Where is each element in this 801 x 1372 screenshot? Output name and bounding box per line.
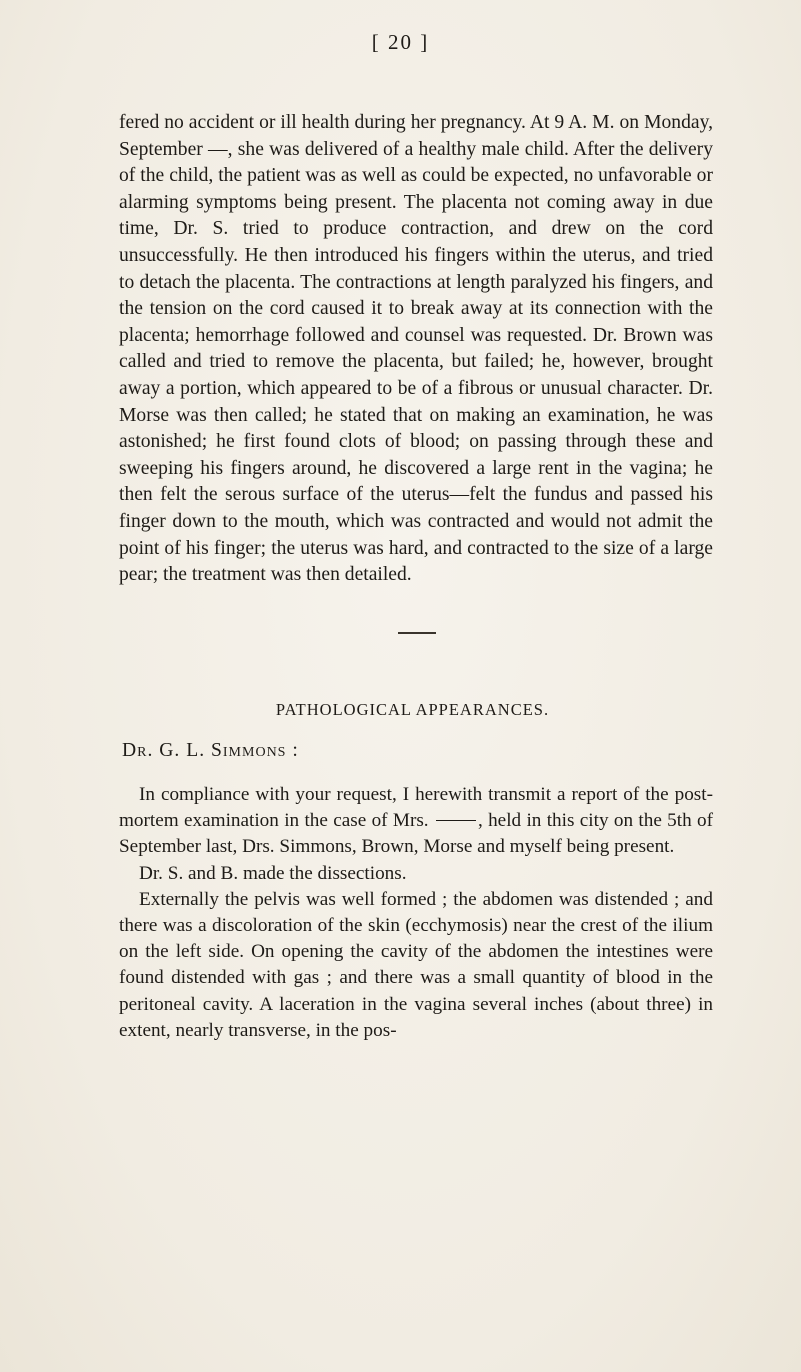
section-divider: [398, 632, 436, 634]
narrative-paragraph: fered no accident or ill health during her pregnancy. At 9 A. M. on Monday, September —, she was delivered of a healthy male child. After the delivery of the child, the patient was as well as could be expected, no unfavorable or alarming symptoms being present. The placenta not coming away in due time, Dr. S. tried to produce contraction, and drew on the cord unsuccessfully. He then introduced his fingers within the uterus, and tried to detach the placenta. The contractions at length paralyzed his fingers, and the tension on the cord caused it to break away at its connection with the placenta; hemorrhage followed and counsel was requested. Dr. Brown was called and tried to remove the placenta, but failed; he, however, brought away a portion, which appeared to be of a fibrous or unusual character. Dr. Morse was then called; he stated that on making an examination, he was astonished; he first found clots of blood; on passing through these and sweeping his fingers around, he discovered a large rent in the vagina; he then felt the serous surface of the uterus—felt the fundus and passed his finger down to the mouth, which was contracted and would not admit the point of his finger; the uterus was hard, and contracted to the size of a large pear; the treatment was then detailed.: [119, 112, 713, 586]
letter-text: , held in this city on the 5th of September last, Drs. Simmons, Brown, Morse and myself being present.: [119, 810, 714, 858]
letter-paragraph: [119, 782, 713, 861]
letter-paragraph: Externally the pelvis was well formed ; the abdomen was distended ; and there was a discoloration of the skin (ecchymosis) near the crest of the ilium on the left side. On opening the cavity of the abdomen the intestines were found distended with gas ; and there was a small quantity of blood in the peritoneal cavity. A laceration in the vagina several inches (about three) in extent, nearly transverse, in the pos-: [119, 888, 713, 1041]
name-blank-line: [436, 820, 476, 821]
letter-paragraph: Dr. S. and B. made the dissections.: [139, 862, 407, 884]
page-number: [ 20 ]: [371, 30, 430, 54]
letter-salutation: Dr. G. L. Simmons :: [122, 740, 299, 761]
letter-text: In compliance with your request, I herewith transmit a report of the post-mortem examination in the case of Mrs.: [119, 784, 713, 832]
case-narrative: [119, 110, 713, 589]
letter-body: [119, 782, 713, 1044]
section-heading: PATHOLOGICAL APPEARANCES.: [275, 700, 550, 719]
